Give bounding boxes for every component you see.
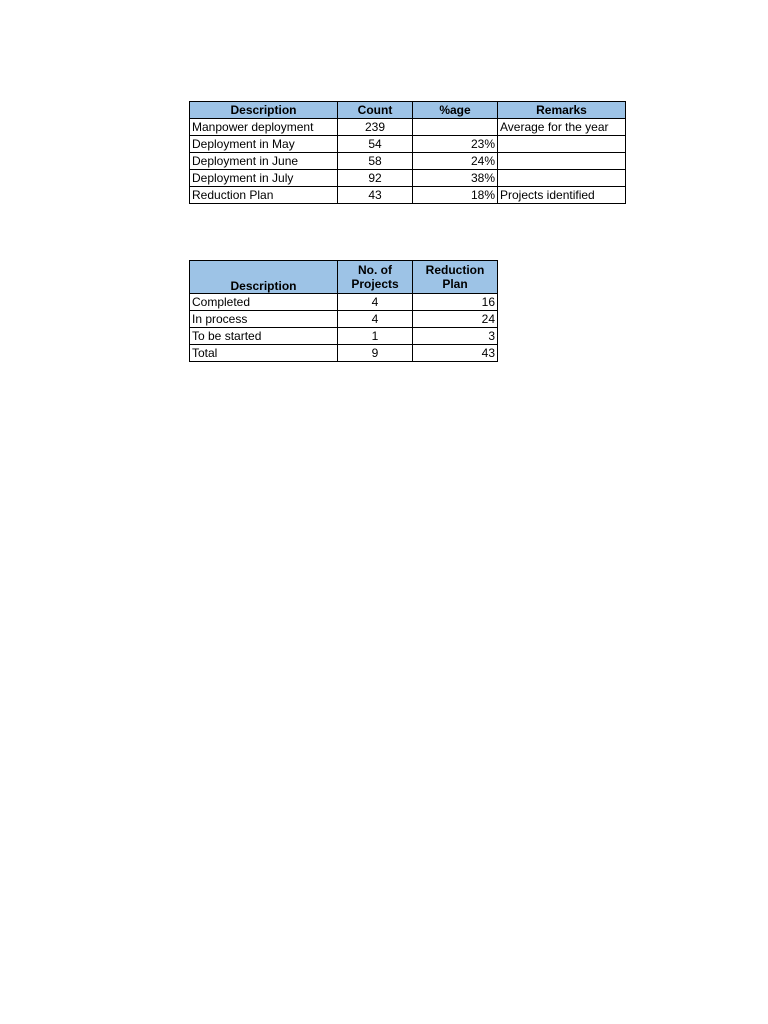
table-row bbox=[190, 328, 498, 345]
cell-description: Completed bbox=[190, 294, 338, 311]
deployment-table bbox=[189, 101, 626, 204]
cell-remarks: Average for the year bbox=[498, 119, 626, 136]
table-row bbox=[190, 170, 626, 187]
header-line: Projects bbox=[351, 277, 399, 291]
cell-count: 92 bbox=[338, 170, 413, 187]
cell-count: 58 bbox=[338, 153, 413, 170]
cell-description: Reduction Plan bbox=[190, 187, 338, 204]
cell-remarks bbox=[498, 170, 626, 187]
cell-remarks bbox=[498, 136, 626, 153]
table-row bbox=[190, 119, 626, 136]
cell-reduction: 16 bbox=[413, 294, 498, 311]
cell-percentage: 24% bbox=[413, 153, 498, 170]
cell-description: Deployment in May bbox=[190, 136, 338, 153]
cell-percentage bbox=[413, 119, 498, 136]
table-row bbox=[190, 311, 498, 328]
cell-remarks bbox=[498, 153, 626, 170]
table-row bbox=[190, 153, 626, 170]
table-row bbox=[190, 136, 626, 153]
column-header-remarks: Remarks bbox=[498, 102, 626, 119]
cell-reduction: 3 bbox=[413, 328, 498, 345]
cell-count: 43 bbox=[338, 187, 413, 204]
cell-reduction: 43 bbox=[413, 345, 498, 362]
cell-count: 239 bbox=[338, 119, 413, 136]
cell-percentage: 23% bbox=[413, 136, 498, 153]
header-line: Reduction bbox=[425, 263, 485, 277]
cell-projects: 1 bbox=[338, 328, 413, 345]
cell-description: Deployment in June bbox=[190, 153, 338, 170]
projects-table bbox=[189, 260, 498, 362]
cell-projects: 4 bbox=[338, 294, 413, 311]
cell-projects: 4 bbox=[338, 311, 413, 328]
cell-description: To be started bbox=[190, 328, 338, 345]
cell-count: 54 bbox=[338, 136, 413, 153]
column-header-description: Description bbox=[190, 102, 338, 119]
cell-description: In process bbox=[190, 311, 338, 328]
table-row bbox=[190, 187, 626, 204]
cell-description: Manpower deployment bbox=[190, 119, 338, 136]
table-row bbox=[190, 294, 498, 311]
column-header-percentage: %age bbox=[413, 102, 498, 119]
header-line: Plan bbox=[442, 277, 468, 291]
cell-description: Deployment in July bbox=[190, 170, 338, 187]
column-header-projects bbox=[338, 261, 413, 294]
cell-percentage: 18% bbox=[413, 187, 498, 204]
table-header-row bbox=[190, 102, 626, 119]
table-row bbox=[190, 345, 498, 362]
cell-projects: 9 bbox=[338, 345, 413, 362]
column-header-description: Description bbox=[190, 261, 338, 294]
header-line: No. of bbox=[358, 263, 392, 277]
cell-description: Total bbox=[190, 345, 338, 362]
cell-percentage: 38% bbox=[413, 170, 498, 187]
cell-remarks: Projects identified bbox=[498, 187, 626, 204]
cell-reduction: 24 bbox=[413, 311, 498, 328]
column-header-count: Count bbox=[338, 102, 413, 119]
table-header-row bbox=[190, 261, 498, 294]
column-header-reduction-plan bbox=[413, 261, 498, 294]
